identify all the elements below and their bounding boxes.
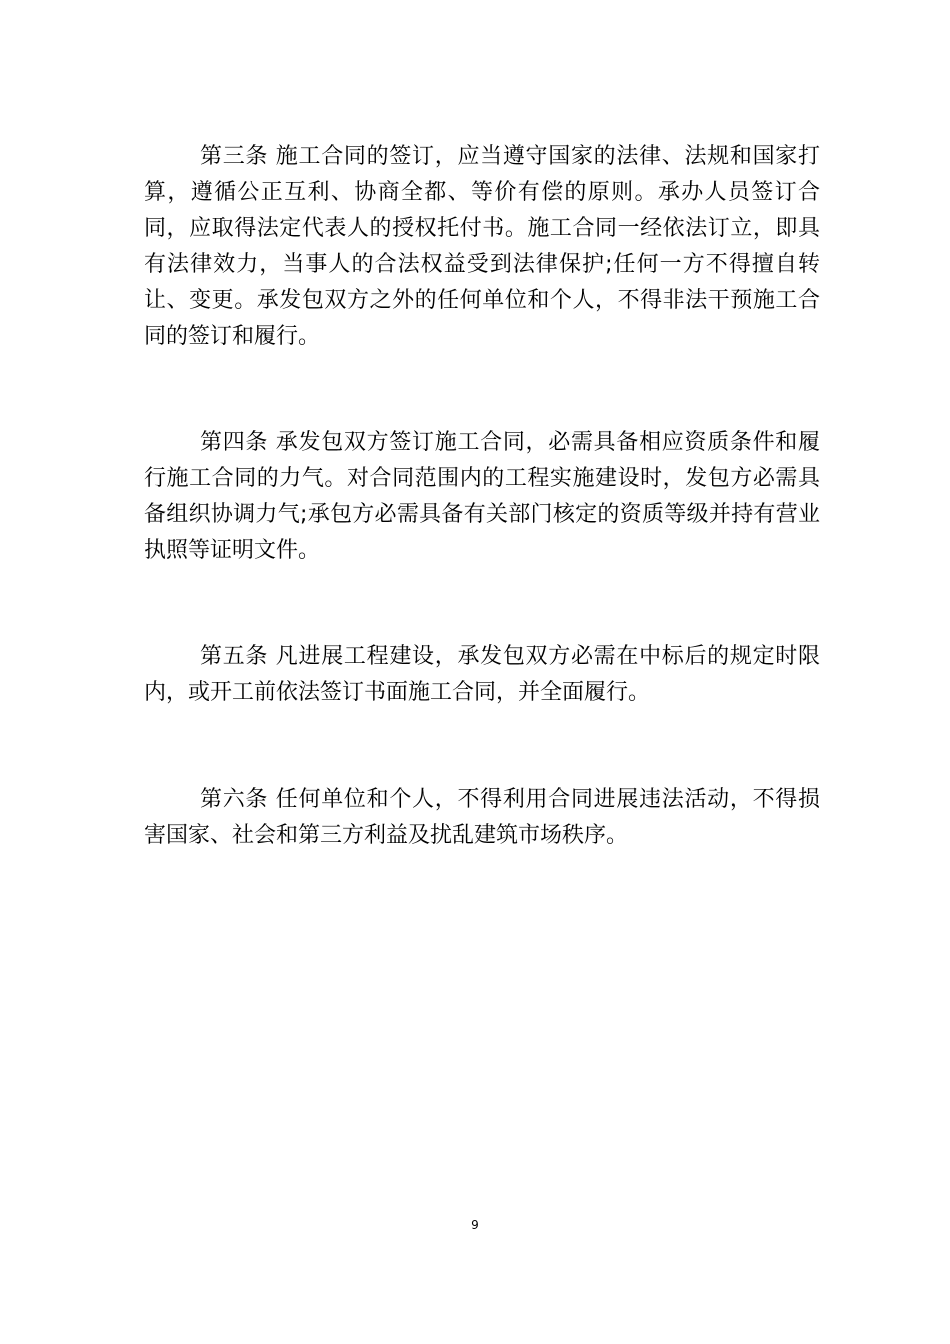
page-number: 9 <box>471 1218 479 1232</box>
article-4-paragraph: 第四条 承发包双方签订施工合同，必需具备相应资质条件和履行施工合同的力气。对合同范围内的工程实施建设时，发包方必需具备组织协调力气;承包方必需具备有关部门核定的资质等级并持有营业执照等证明文件。 <box>144 430 820 563</box>
article-6-paragraph: 第六条 任何单位和个人，不得利用合同进展违法活动，不得损害国家、社会和第三方利益及扰乱建筑市场秩序。 <box>144 787 820 848</box>
article-5-paragraph: 第五条 凡进展工程建设，承发包双方必需在中标后的规定时限内，或开工前依法签订书面施工合同，并全面履行。 <box>144 644 820 705</box>
article-3-paragraph: 第三条 施工合同的签订，应当遵守国家的法律、法规和国家打算，遵循公正互利、协商全都、等价有偿的原则。承办人员签订合同，应取得法定代表人的授权托付书。施工合同一经依法订立，即具有法律效力，当事人的合法权益受到法律保护;任何一方不得擅自转让、变更。承发包双方之外的任何单位和个人，不得非法干预施工合同的签订和履行。 <box>144 144 820 349</box>
